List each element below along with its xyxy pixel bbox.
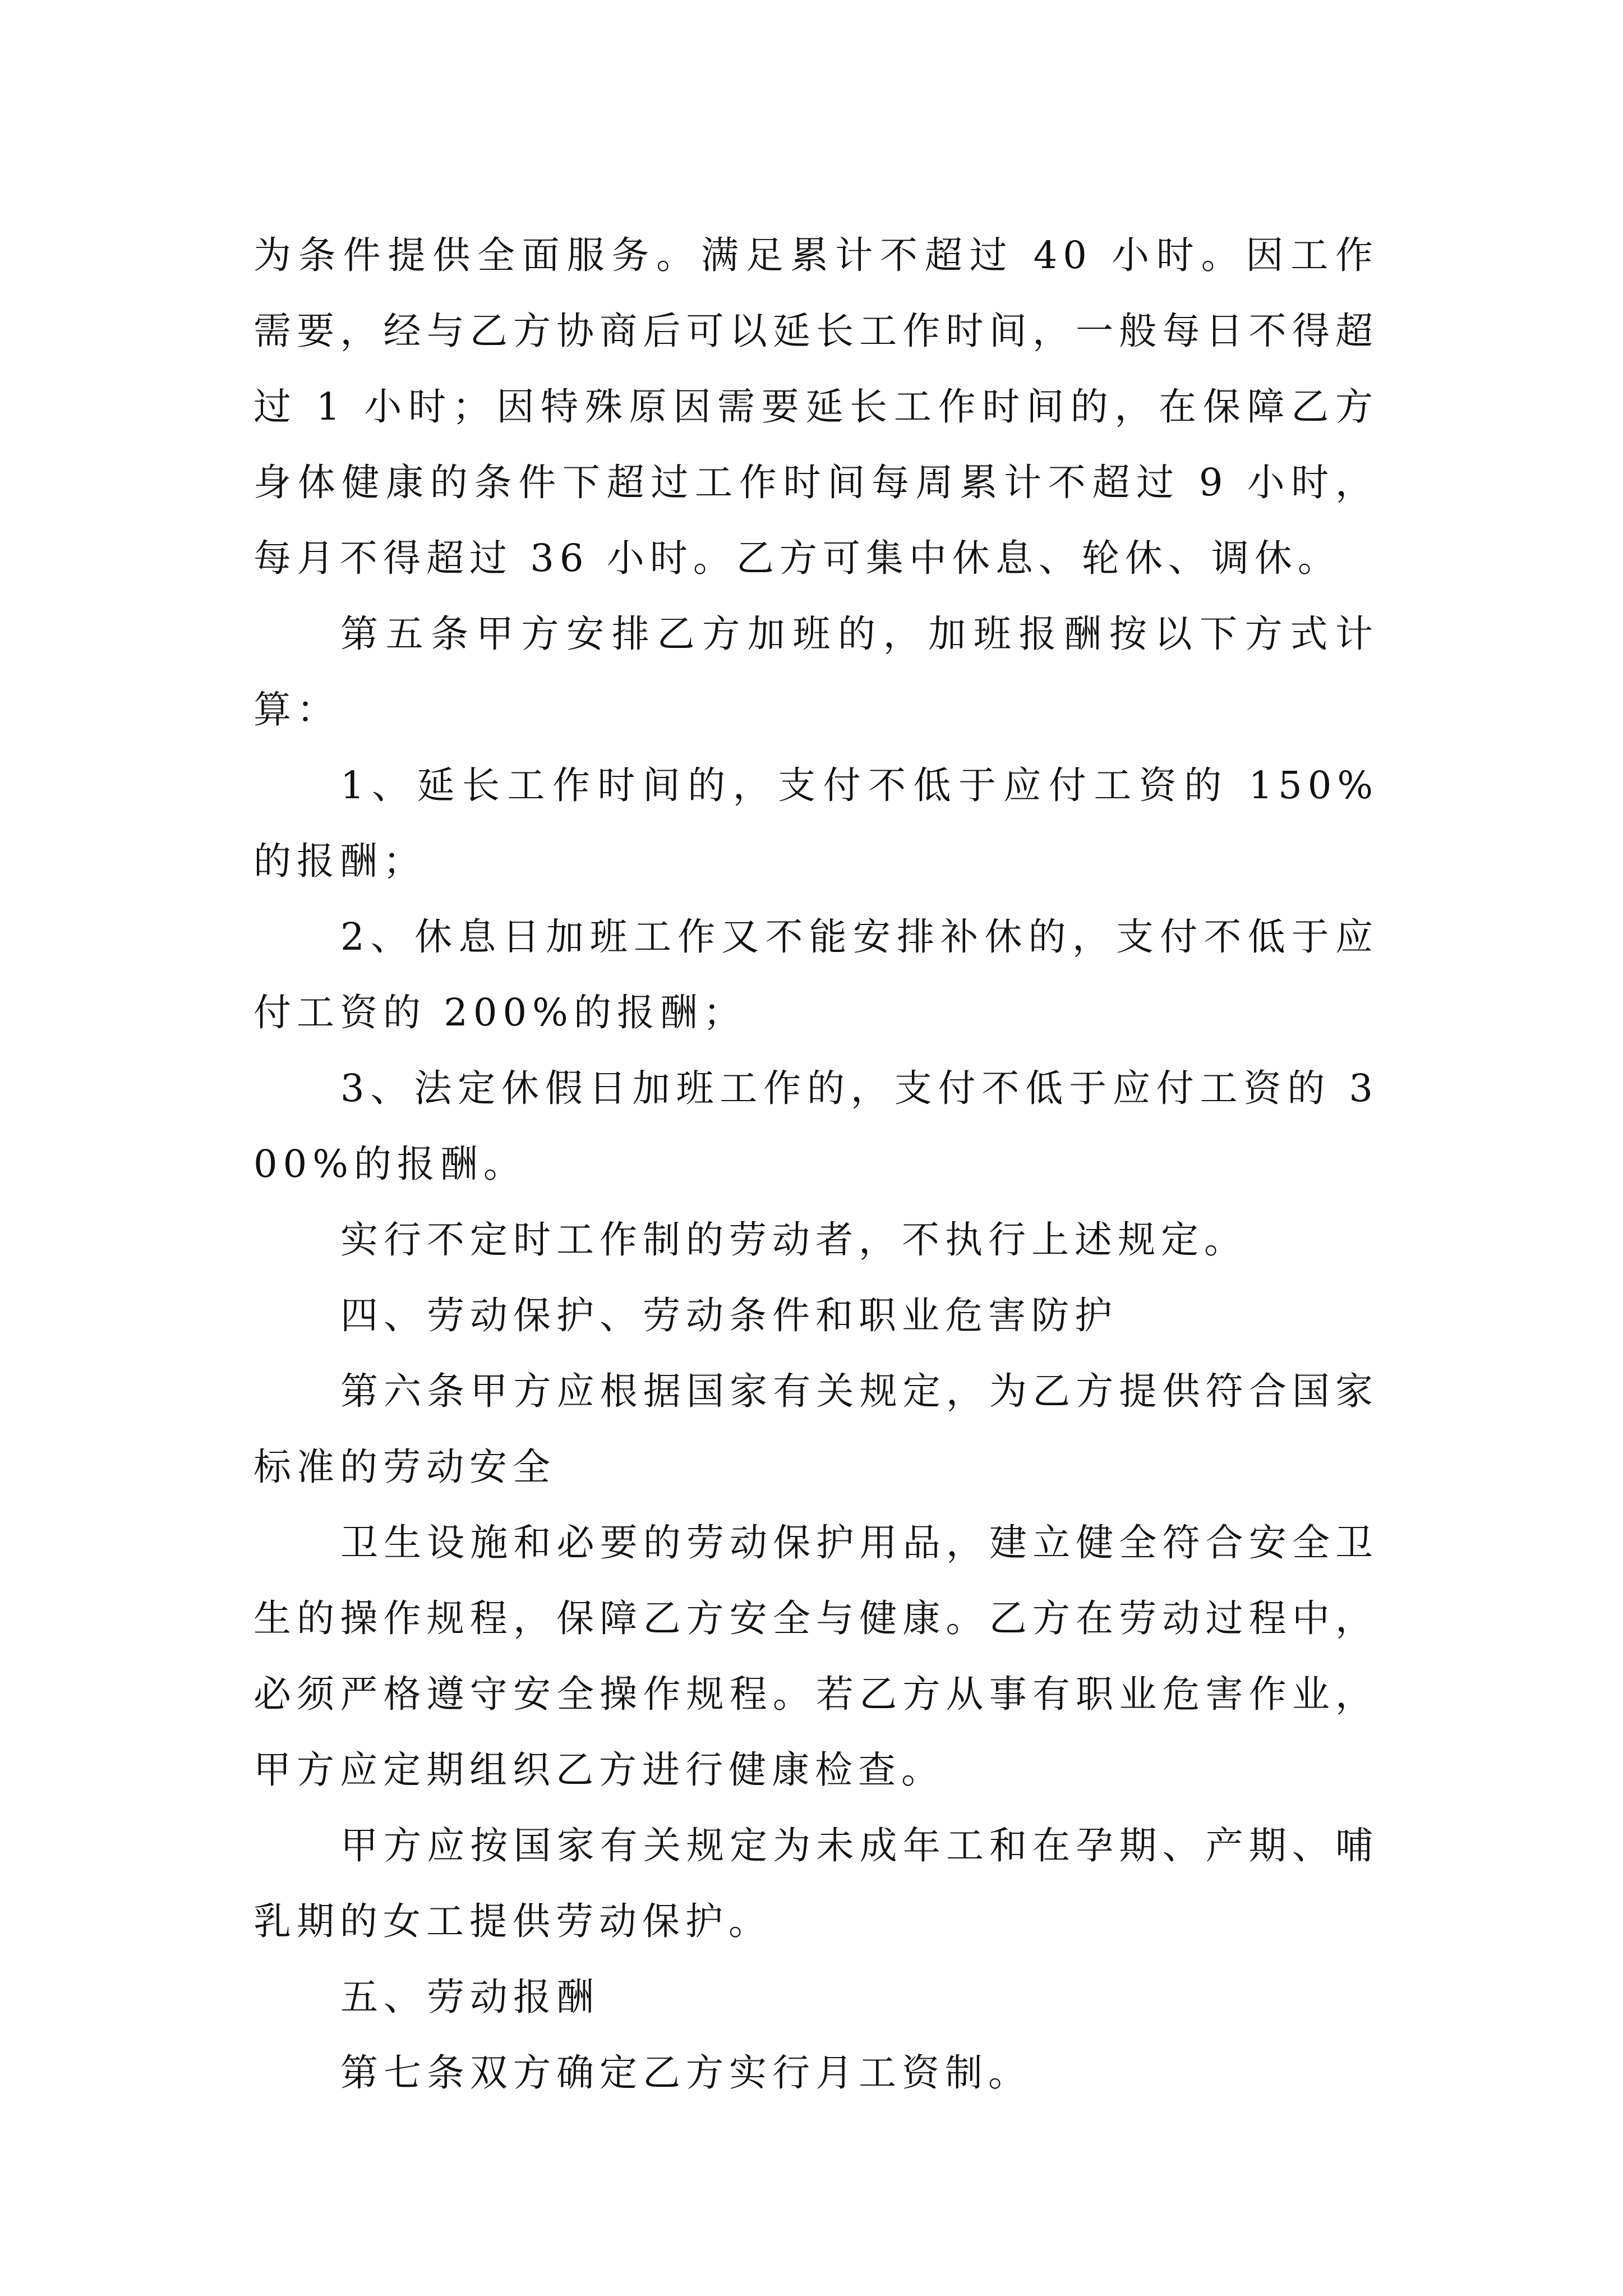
section-heading-labor-protection: 四、劳动保护、劳动条件和职业危害防护: [340, 1294, 1118, 1337]
paragraph-safety-facilities: 卫生设施和必要的劳动保护用品，建立健全符合安全卫生的操作规程，保障乙方安全与健康。乙方在劳动过程中，必须严格遵守安全操作规程。若乙方从事有职业危害作业，甲方应定期组织乙方进行健康检查。: [253, 1521, 1378, 1792]
paragraph-flexible-hours-note: 实行不定时工作制的劳动者，不执行上述规定。: [340, 1218, 1247, 1262]
paragraph-overtime-rule-3: 3、法定休假日加班工作的，支付不低于应付工资的 300%的报酬。: [253, 1066, 1378, 1186]
paragraph-female-minor-protection: 甲方应按国家有关规定为未成年工和在孕期、产期、哺乳期的女工提供劳动保护。: [253, 1824, 1378, 1943]
paragraph-article-6: 第六条甲方应根据国家有关规定，为乙方提供符合国家标准的劳动安全: [253, 1369, 1378, 1489]
paragraph-article-7: 第七条双方确定乙方实行月工资制。: [340, 2051, 1031, 2095]
paragraph-article-5: 第五条甲方安排乙方加班的，加班报酬按以下方式计算：: [253, 612, 1378, 731]
paragraph-working-hours-continuation: 为条件提供全面服务。满足累计不超过 40 小时。因工作需要，经与乙方协商后可以延长工作时间，一般每日不得超过 1 小时；因特殊原因需要延长工作时间的，在保障乙方身体健康的条件下超过工作时间每周累计不超过 9 小时，每月不得超过 36 小时。乙方可集中休息、轮休、调休。: [253, 233, 1378, 580]
paragraph-overtime-rule-2: 2、休息日加班工作又不能安排补休的，支付不低于应付工资的 200%的报酬；: [253, 915, 1378, 1034]
section-heading-labor-remuneration: 五、劳动报酬: [340, 1975, 600, 2019]
paragraph-overtime-rule-1: 1、延长工作时间的，支付不低于应付工资的 150%的报酬；: [253, 763, 1378, 883]
document-body: [253, 218, 1378, 2111]
